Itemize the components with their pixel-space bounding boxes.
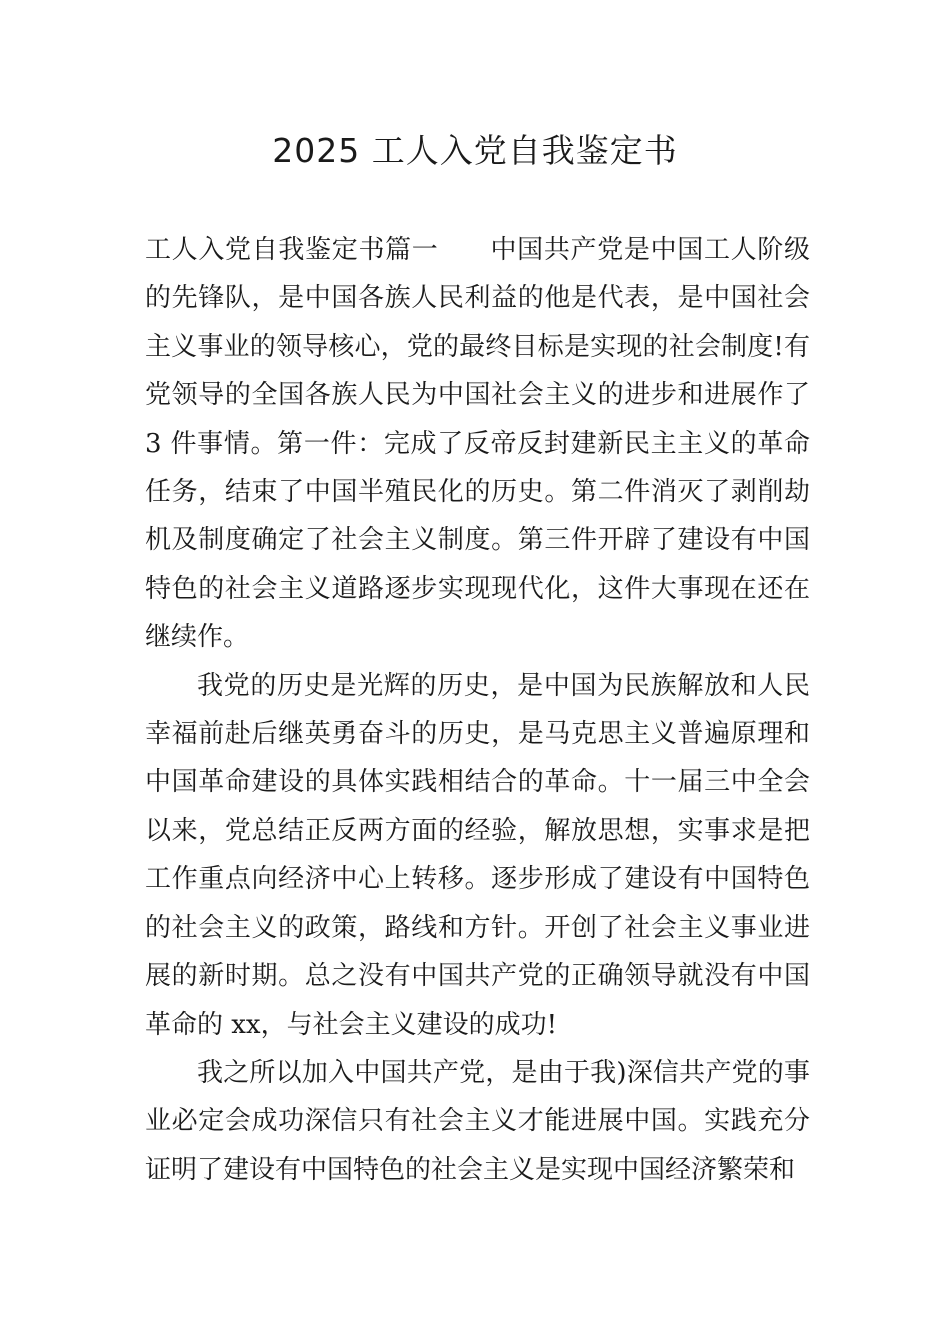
paragraph-2: 我党的历史是光辉的历史，是中国为民族解放和人民幸福前赴后继英勇奋斗的历史，是马克思主义普遍原理和中国革命建设的具体实践相结合的革命。十一届三中全会以来，党总结正反两方面的经验，解放思想，实事求是把工作重点向经济中心上转移。逐步形成了建设有中国特色的社会主义的政策，路线和方针。开创了社会主义事业进展的新时期。总之没有中国共产党的正确领导就没有中国革命的 xx，与社会主义建设的成功! xyxy=(145,670,810,1040)
paragraph-1 xyxy=(145,226,810,662)
document-title: 2025 工人入党自我鉴定书 xyxy=(272,131,678,170)
section-heading: 工人入党自我鉴定书篇一 xyxy=(145,235,439,265)
paragraph-1-text: 中国共产党是中国工人阶级的先锋队，是中国各族人民利益的他是代表，是中国社会主义事业的领导核心，党的最终目标是实现的社会制度!有党领导的全国各族人民为中国社会主义的进步和进展作了 3 件事情。第一件：完成了反帝反封建新民主主义的革命任务，结束了中国半殖民化的历史。第二件消灭了剥削劫机及制度确定了社会主义制度。第三件开辟了建设有中国特色的社会主义道路逐步实现现代化，这件大事现在还在继续作。 xyxy=(145,235,810,653)
document-body xyxy=(145,226,810,1194)
paragraph-3: 我之所以加入中国共产党，是由于我)深信共产党的事业必定会成功深信只有社会主义才能进展中国。实践充分证明了建设有中国特色的社会主义是实现中国经济繁荣和 xyxy=(145,1057,810,1185)
